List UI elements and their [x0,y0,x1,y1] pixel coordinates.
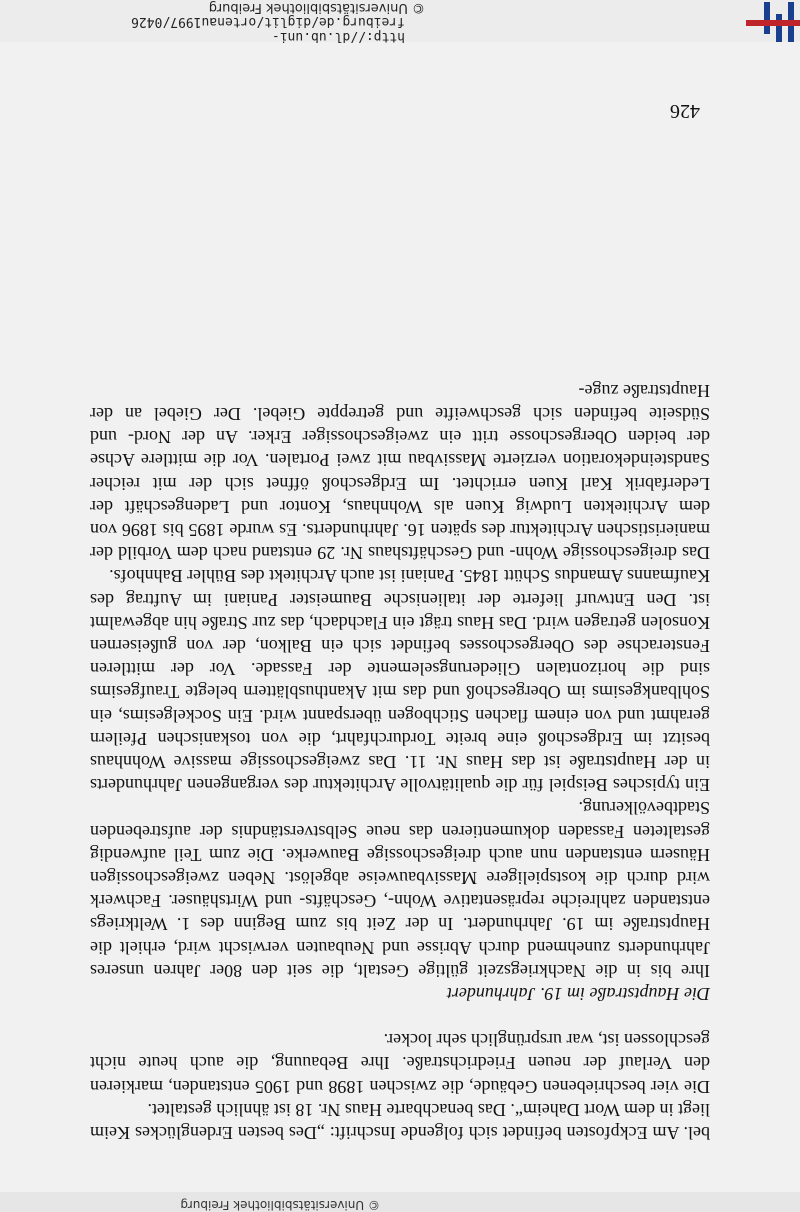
footer-band [0,0,800,42]
top-band [0,1192,800,1212]
paragraph: Ihre bis in die Nachkriegszeit gültige Gestalt, die seit den 80er Jahren unseres Jahrhunderts zunehmend durch Abrisse und Neubauten verwischt wird, erhielt die Hauptstraße im 19. Jahrhundert. In der Zeit bis zum Beginn des 1. Weltkriegs entstanden zahlreiche repräsentative Wohn-, Geschäfts- und Wirtshäuser. Fachwerk wird durch die kostspieligere Massivbauweise abgelöst. Neben zweigeschossigen Häusern entstanden nun auch dreigeschossige Bauwerke. Die zum Teil aufwendig gestalteten Fassaden dokumentieren das neue Selbstverständnis der aufstrebenden Stadtbevölkerung. [90,798,710,981]
body-text [90,379,710,1145]
paragraph: Das dreigeschossige Wohn- und Geschäftshaus Nr. 29 entstand nach dem Vorbild der manieristischen Architektur des späten 16. Jahrhunderts. Es wurde 1895 bis 1896 von dem Architekten Ludwig Kuen als Wohnhaus, Kontor und Ladengeschäft der Lederfabrik Karl Kuen errichtet. Im Erdgeschoß öffnet sich der mit reicher Sandsteindekoration verzierte Massivbau mit zwei Portalen. Vor die mittlere Achse der beiden Obergeschosse tritt ein zweigeschossiger Erker. An der Nord- und Südseite befinden sich geschweifte und getreppte Giebel. Der Giebel an der Hauptstraße zuge- [90,380,710,564]
paragraph: bel. Am Eckpfosten befindet sich folgende Inschrift: „Des besten Erdenglückes Keim liegt in dem Wort Daheim“. Das benachbarte Haus Nr. 18 ist ähnlich gestaltet. [90,1099,710,1143]
university-logo-icon [746,2,800,42]
section-heading: Die Hauptstraße im 19. Jahrhundert [446,983,710,1004]
copyright-notice: © Universitätsbibliothek Freiburg [208,0,425,15]
paragraph: Die vier beschriebenen Gebäude, die zwischen 1898 und 1905 entstanden, markieren den Verlauf der neuen Friedrichstraße. Ihre Bebauung, die auch heute nicht geschlossen ist, war ursprünglich sehr locker. [90,1030,710,1097]
copyright-top-partial: © Universitätsbibliothek Freiburg [180,1198,380,1212]
paragraph: Ein typisches Beispiel für die qualitätvolle Architektur des vergangenen Jahrhunderts in der Hauptstraße ist das Haus Nr. 11. Das zweigeschossige massive Wohnhaus besitzt im Erdgeschoß eine breite Tordurchfahrt, die von toskanischen Pfeilern gerahmt und von einem flachen Stichbogen überspannt wird. Ein Sockelgesims, ein Sohlbankgesims im Obergeschoß und das mit Akanthusblättern belegte Traufgesims sind die horizontalen Gliederungselemente der Fassade. Vor der mittleren Fensterachse des Obergeschosses befindet sich ein Balkon, der von gußeisernen Konsolen getragen wird. Das Haus trägt ein Flachdach, das zur Straße hin abgewalmt ist. Den Entwurf lieferte der italienische Baumeister Paniani im Auftrag des Kaufmanns Amandus Schütt 1845. Paniani ist auch Architekt des Bühler Bahnhofs. [90,566,710,796]
document-url[interactable]: http://dl.ub.uni-freiburg.de/diglit/ortenau1997/0426 [131,14,405,44]
page-number: 426 [670,100,700,122]
